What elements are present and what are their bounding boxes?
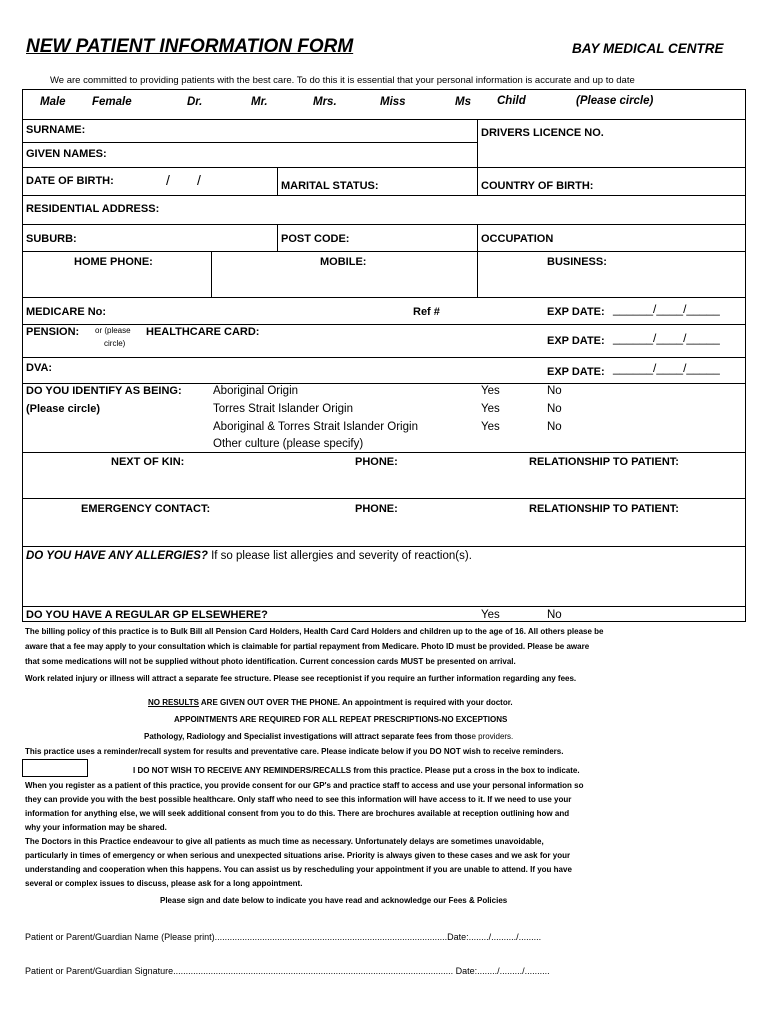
privacy-line: why your information may be shared. xyxy=(25,823,167,832)
dob-separator: / xyxy=(166,172,170,188)
allergies-instruction: If so please list allergies and severity of reaction(s). xyxy=(207,550,472,562)
salutation-mrs[interactable]: Mrs. xyxy=(313,96,337,108)
dob-separator: / xyxy=(197,172,201,188)
mobile-field[interactable]: MOBILE: xyxy=(320,256,367,268)
identify-option: Aboriginal Origin xyxy=(213,385,299,397)
regular-gp-question: DO YOU HAVE A REGULAR GP ELSEWHERE? xyxy=(26,609,268,621)
billing-policy-line: that some medications will not be supplied without photo identification. Current concession cards MUST be presented on arrival. xyxy=(25,657,516,666)
no-option[interactable]: No xyxy=(547,421,562,433)
please-circle-note: (Please circle) xyxy=(576,95,654,107)
country-of-birth-field[interactable]: COUNTRY OF BIRTH: xyxy=(481,180,594,192)
privacy-line: they can provide you with the best possible healthcare. Only staff who need to see this information will have access to it. If we need to use your xyxy=(25,795,572,804)
ref-field[interactable]: Ref # xyxy=(413,306,440,318)
salutation-female[interactable]: Female xyxy=(92,96,132,108)
drivers-licence-field[interactable]: DRIVERS LICENCE NO. xyxy=(481,127,604,139)
privacy-line: several or complex issues to discuss, please ask for a long appointment. xyxy=(25,879,303,888)
medicare-field[interactable]: MEDICARE No: xyxy=(26,306,107,318)
gp-no-option[interactable]: No xyxy=(547,609,562,621)
pathology-text-end: e providers. xyxy=(471,732,514,741)
dva-field[interactable]: DVA: xyxy=(26,362,53,374)
reminder-notice: This practice uses a reminder/recall system for results and preventative care. Please indicate below if you DO NOT wish to receive reminders. xyxy=(25,747,564,756)
form-title: NEW PATIENT INFORMATION FORM xyxy=(26,36,354,57)
emergency-contact-field[interactable]: EMERGENCY CONTACT: xyxy=(81,503,211,515)
salutation-dr[interactable]: Dr. xyxy=(187,96,203,108)
yes-option[interactable]: Yes xyxy=(481,403,500,415)
suburb-field[interactable]: SUBURB: xyxy=(26,233,77,245)
residential-address-field[interactable]: RESIDENTIAL ADDRESS: xyxy=(26,203,160,215)
commitment-text: We are committed to providing patients with the best care. To do this it is essential that your personal information is accurate and up to date xyxy=(50,75,635,86)
marital-status-field[interactable]: MARITAL STATUS: xyxy=(281,180,379,192)
medicare-exp-date-field[interactable]: ______/____/_____ xyxy=(613,302,720,316)
next-of-kin-phone-field[interactable]: PHONE: xyxy=(355,456,398,468)
privacy-line: information for anything else, we will seek additional consent from you to do this. There are brochures available at reception outlining how and xyxy=(25,809,570,818)
circle-note: circle) xyxy=(104,339,126,348)
no-results-text: NO RESULTS xyxy=(148,698,199,707)
emergency-phone-field[interactable]: PHONE: xyxy=(355,503,398,515)
identify-option[interactable]: Other culture (please specify) xyxy=(213,438,364,450)
guardian-signature-field[interactable]: Patient or Parent/Guardian Signature................................................................................................................ Date:......../........./.......... xyxy=(25,966,550,976)
no-results-notice xyxy=(148,698,513,708)
identify-question: DO YOU IDENTIFY AS BEING: xyxy=(26,385,182,397)
next-of-kin-relationship-field[interactable]: RELATIONSHIP TO PATIENT: xyxy=(529,456,679,468)
identify-option: Aboriginal & Torres Strait Islander Origin xyxy=(213,421,418,433)
salutation-male[interactable]: Male xyxy=(40,96,66,108)
pathology-notice xyxy=(144,732,513,742)
salutation-miss[interactable]: Miss xyxy=(380,96,406,108)
yes-option[interactable]: Yes xyxy=(481,421,500,433)
clinic-name: BAY MEDICAL CENTRE xyxy=(572,41,724,56)
no-results-rest: ARE GIVEN OUT OVER THE PHONE. An appointment is required with your doctor. xyxy=(198,698,513,707)
or-please-note: or (please xyxy=(95,326,131,335)
pension-exp-date-field[interactable]: ______/____/_____ xyxy=(613,331,720,345)
business-phone-field[interactable]: BUSINESS: xyxy=(547,256,607,268)
given-names-field[interactable]: GIVEN NAMES: xyxy=(26,148,107,160)
guardian-name-field[interactable]: Patient or Parent/Guardian Name (Please print).............................................................................................Date:......../........../......... xyxy=(25,932,542,942)
pension-exp-label: EXP DATE: xyxy=(547,335,605,347)
no-reminders-text: I DO NOT WISH TO RECEIVE ANY REMINDERS/RECALLS from this practice. Please put a cross in the box to indicate. xyxy=(133,766,580,775)
pathology-text: Pathology, Radiology and Specialist investigations will attract separate fees from thos xyxy=(144,732,472,741)
billing-policy-line: aware that a fee may apply to your consultation which is claimable for partial repayment from Medicare. Photo ID must be provided. Please be aware xyxy=(25,642,590,651)
no-option[interactable]: No xyxy=(547,385,562,397)
no-reminders-checkbox[interactable] xyxy=(22,759,88,777)
allergies-field[interactable] xyxy=(26,550,472,562)
privacy-line: When you register as a patient of this practice, you provide consent for our GP's and practice staff to access and use your personal information so xyxy=(25,781,584,790)
allergies-question: DO YOU HAVE ANY ALLERGIES? xyxy=(26,550,208,562)
dva-exp-date-field[interactable]: ______/____/_____ xyxy=(613,361,720,375)
privacy-line: understanding and cooperation when this happens. You can assist us by rescheduling your appointment if you are unable to attend. If you have xyxy=(25,865,572,874)
privacy-line: The Doctors in this Practice endeavour to give all patients as much time as necessary. Unfortunately delays are sometimes unavoidable, xyxy=(25,837,544,846)
surname-field[interactable]: SURNAME: xyxy=(26,124,86,136)
yes-option[interactable]: Yes xyxy=(481,385,500,397)
dva-exp-label: EXP DATE: xyxy=(547,366,605,378)
post-code-field[interactable]: POST CODE: xyxy=(281,233,350,245)
salutation-child[interactable]: Child xyxy=(497,95,526,107)
appointments-notice: APPOINTMENTS ARE REQUIRED FOR ALL REPEAT PRESCRIPTIONS-NO EXCEPTIONS xyxy=(174,715,508,724)
privacy-line: particularly in times of emergency or when serious and unexpected situations arise. Priority is always given to these cases and we ask for your xyxy=(25,851,571,860)
next-of-kin-field[interactable]: NEXT OF KIN: xyxy=(111,456,185,468)
medicare-exp-label: EXP DATE: xyxy=(547,306,605,318)
billing-policy-line: The billing policy of this practice is to Bulk Bill all Pension Card Holders, Health Card Card Holders and children up to the age of 16. All others please be xyxy=(25,627,604,636)
billing-policy-line: Work related injury or illness will attract a separate fee structure. Please see receptionist if you require an further information regarding any fees. xyxy=(25,674,577,683)
gp-yes-option[interactable]: Yes xyxy=(481,609,500,621)
identify-please-circle: (Please circle) xyxy=(26,403,100,415)
pension-field[interactable]: PENSION: xyxy=(26,326,80,338)
healthcare-card-field[interactable]: HEALTHCARE CARD: xyxy=(146,326,260,338)
emergency-relationship-field[interactable]: RELATIONSHIP TO PATIENT: xyxy=(529,503,679,515)
salutation-ms[interactable]: Ms xyxy=(455,96,471,108)
identify-option: Torres Strait Islander Origin xyxy=(213,403,353,415)
home-phone-field[interactable]: HOME PHONE: xyxy=(74,256,153,268)
no-option[interactable]: No xyxy=(547,403,562,415)
salutation-mr[interactable]: Mr. xyxy=(251,96,268,108)
sign-instruction: Please sign and date below to indicate you have read and acknowledge our Fees & Policies xyxy=(160,896,508,905)
occupation-field[interactable]: OCCUPATION xyxy=(481,233,554,245)
date-of-birth-field[interactable]: DATE OF BIRTH: xyxy=(26,175,114,187)
